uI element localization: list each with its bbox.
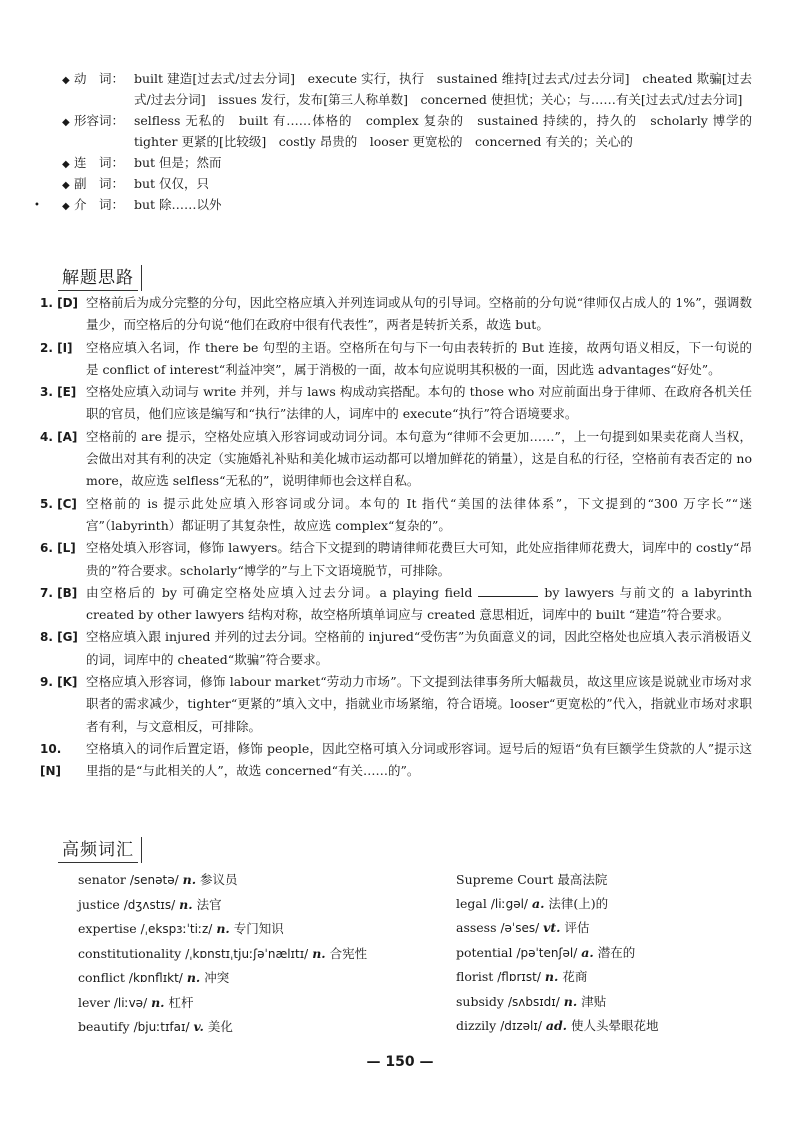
pos-label-text: 副 词： xyxy=(74,176,125,191)
pos-label xyxy=(62,110,134,133)
pos-label-text: 介 词： xyxy=(74,197,125,212)
stray-mark: • xyxy=(34,200,40,211)
item-number: 10. [N] xyxy=(40,741,62,779)
vocab-phonetic: /ˌkɒnstɪˌtjuːʃəˈnælɪtɪ/ xyxy=(185,946,309,961)
vocab-pos: vt. xyxy=(543,920,561,935)
item-number: 3. [E] xyxy=(40,385,77,400)
vocab-meaning: 潜在的 xyxy=(597,944,636,960)
analysis-item xyxy=(40,426,752,493)
item-number: 7. [B] xyxy=(40,585,78,600)
vocab-meaning: 法官 xyxy=(196,896,222,912)
pos-row-adverb xyxy=(62,173,752,194)
pos-row-verb xyxy=(62,68,752,110)
vocab-word: dizzily xyxy=(456,1018,497,1033)
vocab-item xyxy=(456,916,746,941)
item-text: 空格前的 is 提示此处应填入形容词或分词。本句的 It 指代“美国的法律体系”，下文提到的“300 万字长”“迷宫”（labyrinth）都证明了其复杂性，故应选 complex“复杂的”。 xyxy=(86,495,752,533)
pos-label xyxy=(62,173,134,196)
vocab-word: beautify xyxy=(78,1019,130,1034)
vocab-word: conflict xyxy=(78,970,125,985)
pos-row-conjunction xyxy=(62,152,752,173)
vocab-pos: ad. xyxy=(545,1018,568,1033)
item-text-after-blank: by lawyers 与前文的 a labyrinth created by other lawyers 结构对称，故空格所填单词应与 created 意思相近，词库中的 built “建造”符合要求。 xyxy=(86,584,752,623)
vocab-item xyxy=(78,868,458,893)
vocab-meaning: 冲突 xyxy=(204,970,230,985)
vocab-phonetic: /əˈses/ xyxy=(500,921,540,935)
pos-content: but 但是；然而 xyxy=(134,155,222,170)
vocab-item xyxy=(78,917,458,942)
vocab-phonetic: /liːvə/ xyxy=(113,995,148,1010)
fill-in-blank xyxy=(478,584,538,597)
pos-label-text: 连 词： xyxy=(74,155,125,170)
vocab-item xyxy=(78,1015,458,1040)
vocab-meaning: 参议员 xyxy=(200,872,238,887)
vocab-item xyxy=(78,991,458,1016)
analysis-list xyxy=(40,292,752,783)
vocab-item xyxy=(456,1014,746,1039)
item-text: 空格填入的词作后置定语，修饰 people，因此空格可填入分词或形容词。逗号后的短语“负有巨额学生贷款的人”提示这里指的是“与此相关的人”，故选 concerned“有关……的”。 xyxy=(86,740,752,779)
vocab-meaning: 合宪性 xyxy=(329,945,368,961)
pos-row-adjective xyxy=(62,110,765,152)
pos-content: built 建造[过去式/过去分词] execute 实行，执行 sustained 维持[过去式/过去分词] cheated 欺骗[过去式/过去分词] issues 发行，发布[第三人称单数] concerned 使担忧；关心；与……有关[过去式/过去分词] xyxy=(134,71,752,107)
vocab-phonetic: /senətə/ xyxy=(129,873,179,887)
analysis-item xyxy=(40,537,752,582)
item-text: 空格处应填入动词与 write 并列，并与 laws 构成动宾搭配。本句的 those who 对应前面出身于律师、在政府各机关任职的官员，他们应该是编写和“执行”法律的人，词库中的 execute“执行”符合语境要求。 xyxy=(86,384,752,422)
vocab-pos: n. xyxy=(151,994,165,1010)
item-number: 5. [C] xyxy=(40,496,77,511)
analysis-header: 解题思路 xyxy=(58,262,138,291)
vocab-word: senator xyxy=(78,872,126,887)
vocab-pos: n. xyxy=(312,945,326,961)
vocab-word: legal xyxy=(456,895,487,911)
vocab-meaning: 专门知识 xyxy=(233,921,284,936)
pos-label xyxy=(62,68,134,91)
vocab-item xyxy=(78,966,458,991)
vocab-meaning: 最高法院 xyxy=(557,872,608,887)
item-text: 空格应填入跟 injured 并列的过去分词。空格前的 injured“受伤害”为负面意义的词，因此空格处也应填入表示消极语义的词，词库中的 cheated“欺骗”符合要求。 xyxy=(86,629,752,667)
vocab-phonetic: /pəˈtenʃəl/ xyxy=(516,945,578,960)
vocab-item xyxy=(78,942,458,967)
vocab-word: Supreme Court xyxy=(456,872,554,887)
vocab-pos: n. xyxy=(182,872,197,887)
vocab-pos: n. xyxy=(179,896,193,912)
vocab-word: potential xyxy=(456,944,513,960)
pos-label-text: 动 词： xyxy=(74,71,125,86)
pos-label xyxy=(62,152,134,175)
pos-list xyxy=(62,68,765,215)
vocab-pos: n. xyxy=(563,993,578,1009)
item-text: 空格应填入名词，作 there be 句型的主语。空格所在句与下一句由表转折的 But 连接，故两句语义相反，下一句说的是 conflict of interest“利益冲突”，属于消极的一面，故本句应说明其积极的一面，因此选 advantages“好处”。 xyxy=(86,339,752,377)
vocab-pos: a. xyxy=(531,895,545,911)
vocab-word: assess xyxy=(456,920,497,935)
item-text xyxy=(86,582,752,627)
vocab-word: justice xyxy=(78,896,120,912)
vocab-word: florist xyxy=(456,969,494,984)
analysis-item xyxy=(40,671,752,738)
vocab-phonetic: /ˌekspɜːˈtiːz/ xyxy=(140,922,213,936)
vocab-phonetic: /liːgəl/ xyxy=(490,896,528,911)
item-text: 空格应填入形容词，修饰 labour market“劳动力市场”。下文提到法律事务所大幅裁员，故这里应该是说就业市场对求职者的需求减少，tighter“更紧的”填入文中，指就业市场紧缩，符合语境。looser“更宽松的”代入，指就业市场对求职者有利，与文意相反，可排除。 xyxy=(86,674,752,734)
diamond-bullet-icon: ◆ xyxy=(62,75,70,86)
vocab-pos: v. xyxy=(193,1019,204,1034)
pos-content: but 仅仅，只 xyxy=(134,176,210,191)
vocab-pos: n. xyxy=(186,970,201,985)
vocab-meaning: 美化 xyxy=(207,1019,233,1034)
item-number: 8. [G] xyxy=(40,630,78,645)
vocab-item xyxy=(456,965,746,990)
vocab-column-right xyxy=(456,868,746,1039)
vocab-phonetic: /sʌbsɪdɪ/ xyxy=(507,994,560,1009)
vocab-phonetic: /dʒʌstɪs/ xyxy=(123,897,176,912)
item-text: 空格处填入形容词，修饰 lawyers。结合下文提到的聘请律师花费巨大可知，此处应指律师花费大，词库中的 costly“昂贵的”符合要求。scholarly“博学的”与上下文语境脱节，可排除。 xyxy=(86,540,752,578)
vocab-meaning: 花商 xyxy=(562,969,588,984)
analysis-item xyxy=(40,381,752,426)
analysis-item xyxy=(40,626,752,671)
analysis-item xyxy=(40,738,752,783)
vocab-word: lever xyxy=(78,994,110,1010)
item-text: 空格前的 are 提示，空格处应填入形容词或动词分词。本句意为“律师不会更加……”，上一句提到如果卖花商人当权，会做出对其有利的决定（实施婚礼补贴和美化城市运动都可以增加鲜花的销量），这是自私的行径，空格前有表否定的 no more，故应选 selfless“无私的”，说明律师也会这样自私。 xyxy=(86,428,752,489)
analysis-item xyxy=(40,337,752,382)
vocab-item xyxy=(456,892,746,917)
vocab-meaning: 使人头晕眼花地 xyxy=(571,1018,659,1033)
item-text-before-blank: 由空格后的 by 可确定空格处应填入过去分词。a playing field xyxy=(86,584,473,600)
vocab-meaning: 杠杆 xyxy=(168,994,194,1010)
analysis-item xyxy=(40,582,752,627)
pos-label-text: 形容词： xyxy=(74,113,125,128)
vocab-phonetic: /flɒrɪst/ xyxy=(497,970,541,984)
vocab-word: constitutionality xyxy=(78,945,182,961)
vocab-column-left xyxy=(78,868,458,1040)
vocab-pos: n. xyxy=(544,969,559,984)
analysis-item xyxy=(40,292,752,337)
vocab-item xyxy=(456,868,746,892)
page-number: — 150 — xyxy=(366,1054,434,1070)
vocab-pos: a. xyxy=(581,944,594,960)
vocab-word: expertise xyxy=(78,921,137,936)
vocab-item xyxy=(456,990,746,1015)
pos-label xyxy=(62,194,134,217)
analysis-item xyxy=(40,493,752,538)
vocab-pos: n. xyxy=(216,921,230,936)
vocab-meaning: 津贴 xyxy=(581,993,607,1009)
diamond-bullet-icon: ◆ xyxy=(62,180,70,191)
pos-content: but 除……以外 xyxy=(134,197,222,212)
diamond-bullet-icon: ◆ xyxy=(62,201,70,212)
vocab-meaning: 评估 xyxy=(564,920,590,935)
item-number: 6. [L] xyxy=(40,541,76,556)
item-number: 2. [I] xyxy=(40,340,73,355)
vocab-phonetic: /dɪzəlɪ/ xyxy=(500,1019,542,1033)
vocab-item xyxy=(456,941,746,966)
vocab-word: subsidy xyxy=(456,993,504,1009)
vocab-phonetic: /kɒnflɪkt/ xyxy=(128,971,183,985)
diamond-bullet-icon: ◆ xyxy=(62,159,70,170)
diamond-bullet-icon: ◆ xyxy=(62,117,70,128)
pos-content: selfless 无私的 built 有……体格的 complex 复杂的 sustained 持续的，持久的 scholarly 博学的 tighter 更紧的[比较级] costly 昂贵的 looser 更宽松的 concerned 有关的；关心的 xyxy=(134,113,765,149)
item-number: 9. [K] xyxy=(40,675,78,690)
vocab-meaning: 法律(上)的 xyxy=(548,895,609,911)
pos-row-preposition xyxy=(62,194,752,215)
vocab-phonetic: /bjuːtɪfaɪ/ xyxy=(133,1020,190,1034)
vocab-item xyxy=(78,893,458,918)
vocab-header: 高频词汇 xyxy=(58,834,138,863)
item-text: 空格前后为成分完整的分句，因此空格应填入并列连词或从句的引导词。空格前的分句说“律师仅占成人的 1%”，强调数量少，而空格后的分句说“他们在政府中很有代表性”，两者是转折关系，故选 but。 xyxy=(86,295,752,333)
item-number: 1. [D] xyxy=(40,296,79,310)
item-number: 4. [A] xyxy=(40,429,78,444)
